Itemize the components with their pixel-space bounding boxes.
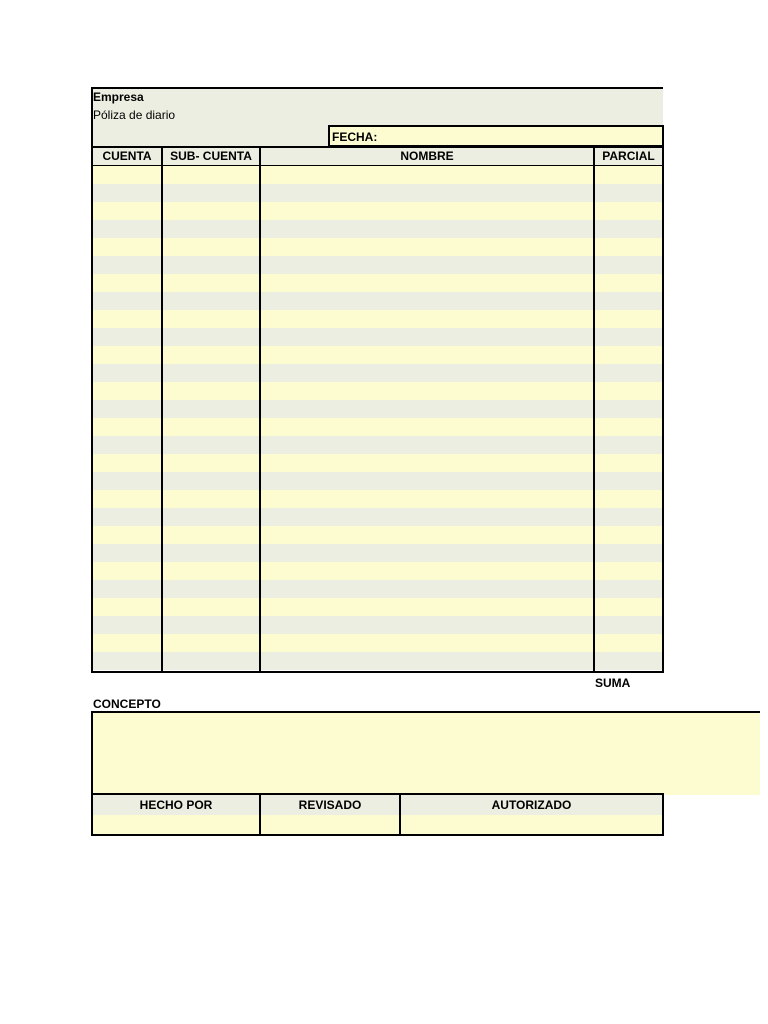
table-row[interactable] (93, 238, 662, 256)
concepto-label: CONCEPTO (93, 697, 161, 711)
table-row[interactable] (93, 544, 662, 562)
signature-table (91, 793, 664, 836)
fecha-field[interactable] (328, 125, 664, 147)
table-row[interactable] (93, 418, 662, 436)
column-divider (259, 166, 261, 671)
table-row[interactable] (93, 310, 662, 328)
signature-header-row (93, 795, 662, 817)
column-header-cuenta: CUENTA (102, 149, 152, 163)
poliza-label: Póliza de diario (93, 108, 176, 122)
table-row[interactable] (93, 400, 662, 418)
signature-divider (259, 795, 261, 834)
table-row[interactable] (93, 598, 662, 616)
header-divider (161, 148, 163, 165)
table-row[interactable] (93, 220, 662, 238)
table-row[interactable] (93, 436, 662, 454)
signature-divider (399, 795, 401, 834)
table-row[interactable] (93, 292, 662, 310)
table-row[interactable] (93, 526, 662, 544)
table-row[interactable] (93, 508, 662, 526)
column-header-sub-cuenta: SUB- CUENTA (170, 149, 252, 163)
header-divider (593, 148, 595, 165)
autorizado-label: AUTORIZADO (491, 798, 572, 812)
table-row[interactable] (93, 472, 662, 490)
table-row[interactable] (93, 454, 662, 472)
fecha-label: FECHA: (332, 130, 378, 144)
table-row[interactable] (93, 562, 662, 580)
table-row[interactable] (93, 256, 662, 274)
company-label: Empresa (93, 90, 144, 104)
table-row[interactable] (93, 274, 662, 292)
column-header-parcial: PARCIAL (602, 149, 655, 163)
table-row[interactable] (93, 346, 662, 364)
column-divider (161, 166, 163, 671)
entries-table-body[interactable] (91, 166, 664, 673)
table-row[interactable] (93, 184, 662, 202)
column-divider (593, 166, 595, 671)
table-row[interactable] (93, 202, 662, 220)
table-row[interactable] (93, 580, 662, 598)
column-header-nombre: NOMBRE (400, 149, 454, 163)
hecho-por-field[interactable] (93, 815, 259, 834)
table-row[interactable] (93, 616, 662, 634)
revisado-field[interactable] (261, 815, 399, 834)
suma-label: SUMA (595, 676, 631, 690)
table-row[interactable] (93, 328, 662, 346)
table-row[interactable] (93, 490, 662, 508)
autorizado-field[interactable] (401, 815, 662, 834)
table-row[interactable] (93, 166, 662, 184)
hecho-por-label: HECHO POR (139, 798, 213, 812)
revisado-label: REVISADO (298, 798, 362, 812)
signature-value-row (93, 815, 662, 834)
concepto-field[interactable] (91, 711, 760, 795)
column-header-row (91, 146, 664, 167)
table-row[interactable] (93, 382, 662, 400)
header-divider (259, 148, 261, 165)
table-row[interactable] (93, 364, 662, 382)
table-row[interactable] (93, 652, 662, 670)
table-row[interactable] (93, 634, 662, 652)
